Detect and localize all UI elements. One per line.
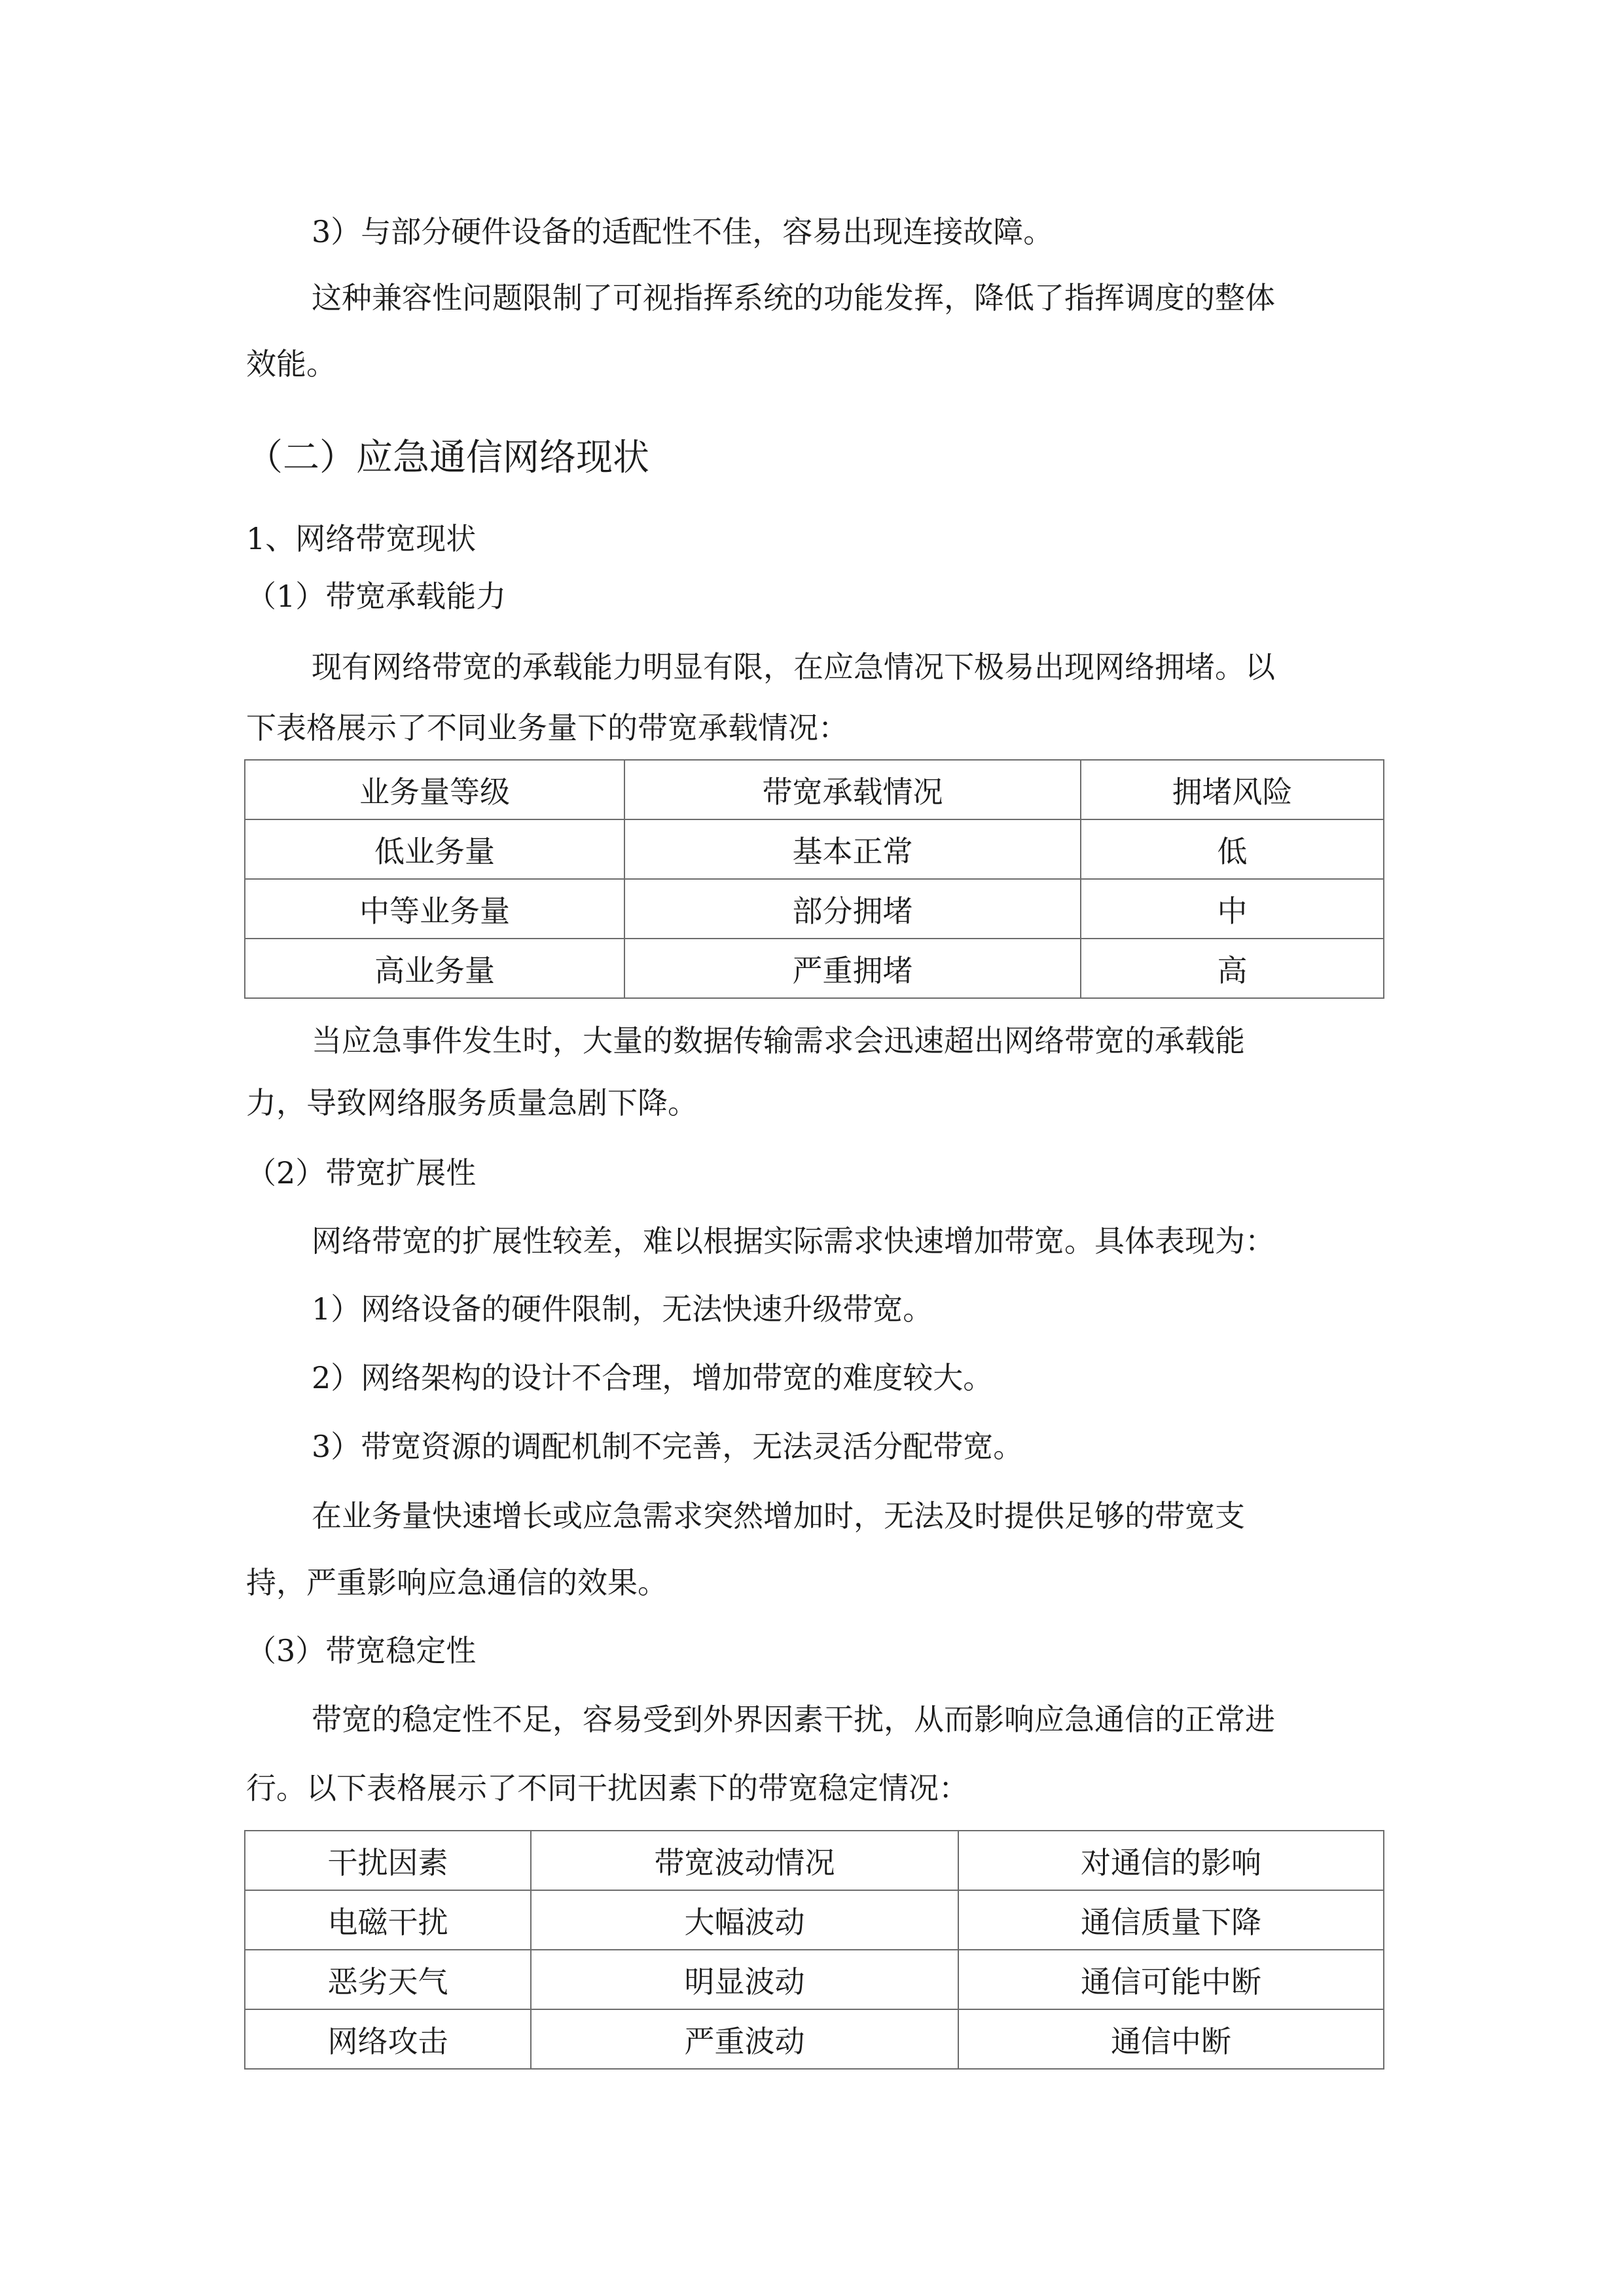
paragraph-line: 行。以下表格展示了不同干扰因素下的带宽稳定情况： <box>246 1770 969 1806</box>
section-heading: （二）应急通信网络现状 <box>246 437 649 479</box>
table-header-cell: 带宽波动情况 <box>531 1831 958 1890</box>
list-item: 2）网络架构的设计不合理，增加带宽的难度较大。 <box>312 1360 994 1395</box>
table-cell: 通信质量下降 <box>958 1890 1384 1950</box>
table-cell: 高 <box>1081 939 1384 998</box>
paragraph-line: 带宽的稳定性不足，容易受到外界因素干扰，从而影响应急通信的正常进 <box>312 1702 1275 1737</box>
table-cell: 高业务量 <box>245 939 624 998</box>
table-cell: 通信可能中断 <box>958 1950 1384 2009</box>
table-cell: 恶劣天气 <box>245 1950 531 2009</box>
table-cell: 部分拥堵 <box>624 879 1081 939</box>
table-header-row <box>245 1831 1384 1890</box>
subsection-title: （2）带宽扩展性 <box>246 1155 477 1191</box>
table-cell: 明显波动 <box>531 1950 958 2009</box>
table-cell: 中 <box>1081 879 1384 939</box>
list-item: 3）带宽资源的调配机制不完善，无法灵活分配带宽。 <box>312 1429 1024 1464</box>
table-header-cell: 带宽承载情况 <box>624 760 1081 819</box>
table-row <box>245 939 1384 998</box>
paragraph-line: 当应急事件发生时，大量的数据传输需求会迅速超出网络带宽的承载能 <box>312 1023 1245 1058</box>
paragraph-line: 网络带宽的扩展性较差，难以根据实际需求快速增加带宽。具体表现为： <box>312 1223 1275 1259</box>
paragraph-line: 下表格展示了不同业务量下的带宽承载情况： <box>246 710 848 745</box>
paragraph-line: 持，严重影响应急通信的效果。 <box>246 1565 668 1600</box>
table-row <box>245 879 1384 939</box>
table-cell: 基本正常 <box>624 819 1081 879</box>
table-row <box>245 1950 1384 2009</box>
table-header-cell: 对通信的影响 <box>958 1831 1384 1890</box>
table-cell: 通信中断 <box>958 2009 1384 2069</box>
paragraph-line: 现有网络带宽的承载能力明显有限，在应急情况下极易出现网络拥堵。以 <box>312 649 1275 685</box>
subsection-title: （3）带宽稳定性 <box>246 1633 477 1668</box>
paragraph-line: 效能。 <box>246 346 336 382</box>
table-header-cell: 干扰因素 <box>245 1831 531 1890</box>
list-item-3-compat: 3）与部分硬件设备的适配性不佳，容易出现连接故障。 <box>312 214 1054 249</box>
table-cell: 严重波动 <box>531 2009 958 2069</box>
table-header-row <box>245 760 1384 819</box>
paragraph-line: 力，导致网络服务质量急剧下降。 <box>246 1085 698 1121</box>
table-header-cell: 业务量等级 <box>245 760 624 819</box>
paragraph-line: 这种兼容性问题限制了可视指挥系统的功能发挥，降低了指挥调度的整体 <box>312 280 1275 315</box>
bandwidth-capacity-table <box>244 759 1384 999</box>
table-cell: 大幅波动 <box>531 1890 958 1950</box>
table-row <box>245 2009 1384 2069</box>
table-row <box>245 819 1384 879</box>
bandwidth-stability-table <box>244 1830 1384 2070</box>
table-cell: 低业务量 <box>245 819 624 879</box>
subsection-title: 1、网络带宽现状 <box>246 521 477 556</box>
table-cell: 中等业务量 <box>245 879 624 939</box>
table-cell: 网络攻击 <box>245 2009 531 2069</box>
table-cell: 低 <box>1081 819 1384 879</box>
subsection-title: （1）带宽承载能力 <box>246 579 507 614</box>
paragraph-line: 在业务量快速增长或应急需求突然增加时，无法及时提供足够的带宽支 <box>312 1498 1245 1534</box>
table-cell: 严重拥堵 <box>624 939 1081 998</box>
list-item: 1）网络设备的硬件限制，无法快速升级带宽。 <box>312 1291 933 1327</box>
table-header-cell: 拥堵风险 <box>1081 760 1384 819</box>
table-cell: 电磁干扰 <box>245 1890 531 1950</box>
table-row <box>245 1890 1384 1950</box>
